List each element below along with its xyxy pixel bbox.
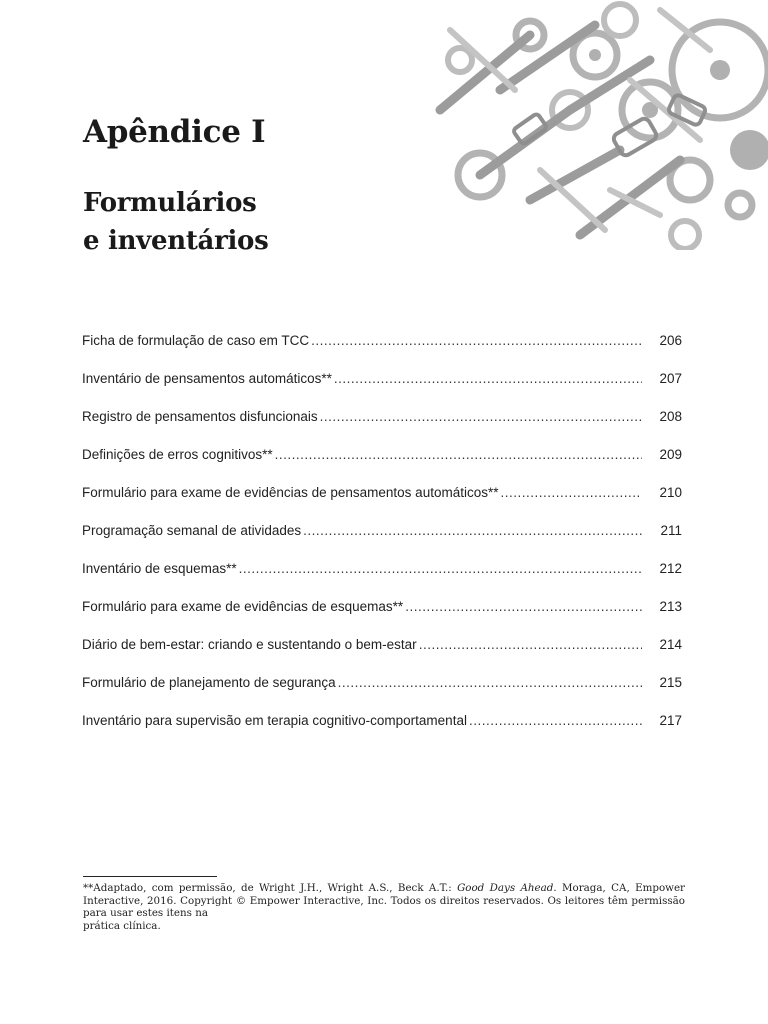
dot-leader <box>303 523 642 538</box>
toc-entry[interactable] <box>82 713 682 751</box>
toc-entry-page: 208 <box>659 409 682 424</box>
footnote-divider <box>83 876 217 877</box>
toc-entry[interactable] <box>82 333 682 371</box>
dot-leader <box>500 485 642 500</box>
toc-entry[interactable] <box>82 485 682 523</box>
toc-entry-label: Formulário para exame de evidências de esquemas** <box>82 599 404 614</box>
toc-entry-label: Inventário de esquemas** <box>82 561 237 576</box>
toc-entry[interactable] <box>82 371 682 409</box>
toc-entry-page: 209 <box>659 447 682 462</box>
toc-entry-page: 217 <box>659 713 682 728</box>
toc-entry-label: Diário de bem-estar: criando e sustentando o bem-estar <box>82 637 417 652</box>
toc-entry[interactable] <box>82 409 682 447</box>
section-title-line-2: e inventários <box>83 226 269 256</box>
dot-leader <box>405 599 642 614</box>
toc-entry-label: Registro de pensamentos disfuncionais <box>82 409 318 424</box>
toc-entry[interactable] <box>82 561 682 599</box>
toc-entry-label: Formulário para exame de evidências de pensamentos automáticos** <box>82 485 499 500</box>
toc-entry-label: Formulário de planejamento de segurança <box>82 675 336 690</box>
dot-leader <box>320 409 642 424</box>
toc-entry[interactable] <box>82 447 682 485</box>
dot-leader <box>239 561 642 576</box>
footnote-text: **Adaptado, com permissão, de Wright J.H., Wright A.S., Beck A.T.: <box>83 882 458 894</box>
toc-entry-page: 214 <box>659 637 682 652</box>
dot-leader <box>338 675 642 690</box>
toc-entry[interactable] <box>82 599 682 637</box>
toc-entry-label: Inventário para supervisão em terapia cognitivo-comportamental <box>82 713 467 728</box>
toc-entry-page: 213 <box>659 599 682 614</box>
toc-entry-page: 215 <box>659 675 682 690</box>
toc-entry[interactable] <box>82 523 682 561</box>
dot-leader <box>469 713 642 728</box>
keys-illustration-icon <box>420 0 768 250</box>
footnote <box>83 882 685 932</box>
toc-entry[interactable] <box>82 675 682 713</box>
toc-entry-page: 206 <box>659 333 682 348</box>
dot-leader <box>334 371 642 386</box>
section-title <box>83 184 268 260</box>
appendix-title: Apêndice I <box>83 114 266 150</box>
dot-leader <box>419 637 642 652</box>
toc-entry[interactable] <box>82 637 682 675</box>
toc-entry-label: Inventário de pensamentos automáticos** <box>82 371 332 386</box>
toc-entry-label: Definições de erros cognitivos** <box>82 447 273 462</box>
footnote-text-end: prática clínica. <box>83 919 161 932</box>
toc-entry-page: 211 <box>660 523 682 538</box>
dot-leader <box>311 333 642 348</box>
footnote-text-continued: Moraga, CA, Empower Interactive, 2016. Copyright © Empower Interactive, Inc. Todos os direitos reservados. Os leitores têm permissão para usar estes itens na <box>83 882 685 919</box>
toc-entry-page: 212 <box>659 561 682 576</box>
toc-entry-page: 207 <box>659 371 682 386</box>
toc-entry-page: 210 <box>659 485 682 500</box>
toc-entry-label: Ficha de formulação de caso em TCC <box>82 333 310 348</box>
section-title-line-1: Formulários <box>83 188 257 218</box>
footnote-book-title: Good Days Ahead. <box>457 882 557 894</box>
toc-entry-label: Programação semanal de atividades <box>82 523 302 538</box>
dot-leader <box>275 447 642 462</box>
table-of-contents <box>82 333 682 751</box>
